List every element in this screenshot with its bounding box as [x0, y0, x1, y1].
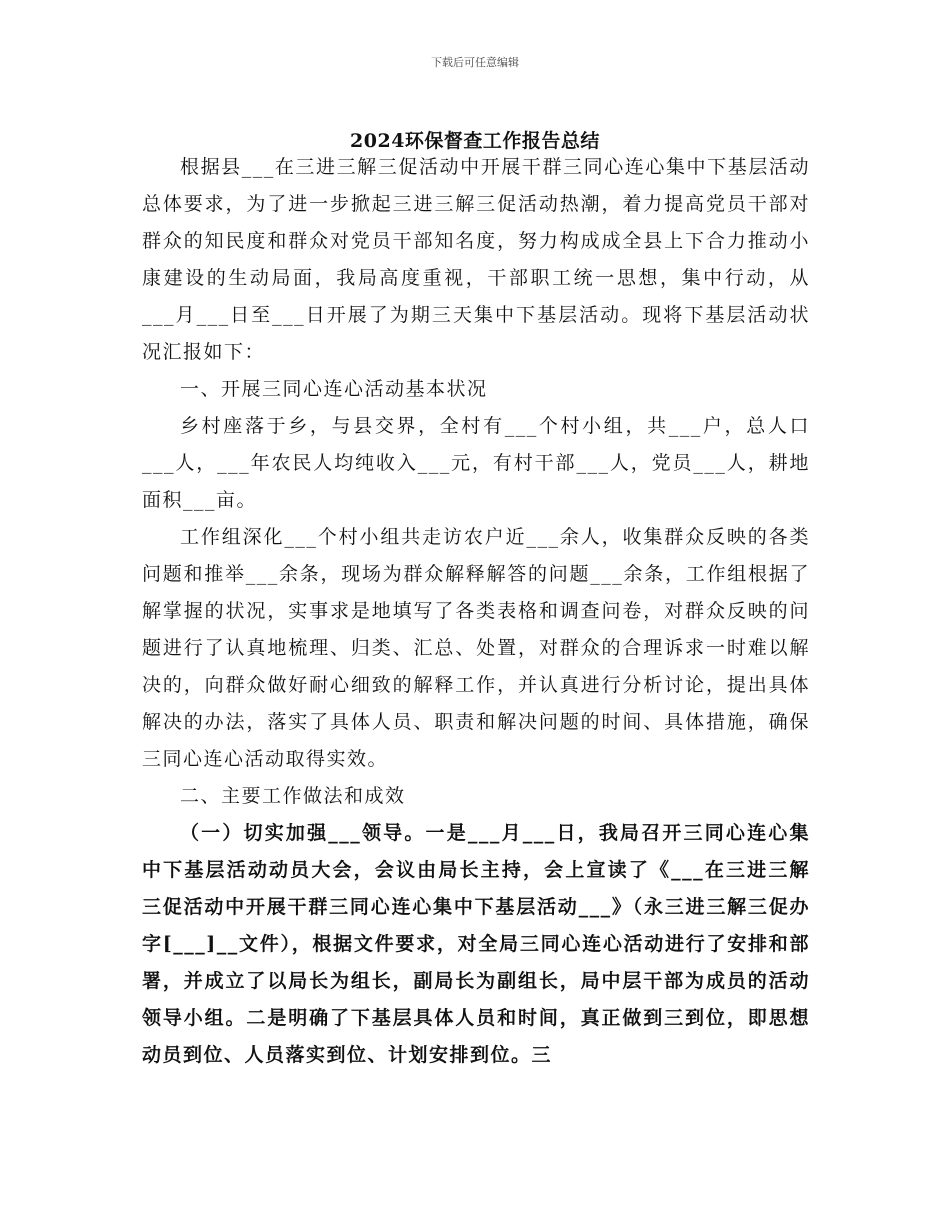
header-note: 下载后可任意编辑 [431, 56, 519, 69]
section-heading-2: 二、主要工作做法和成效 [180, 785, 406, 807]
section-heading-1: 一、开展三同心连心活动基本状况 [180, 378, 488, 400]
document-body [142, 149, 810, 1074]
work-group-paragraph: 工作组深化___个村小组共走访农户近___余人，收集群众反映的各类问题和推举___余条，现场为群众解释解答的问题___余条，工作组根据了解掌握的状况，实事求是地填写了各类表格和调查问卷，对群众反映的问题进行了认真地梳理、归类、汇总、处置，对群众的合理诉求一时难以解决的，向群众做好耐心细致的解释工作，并认真进行分析讨论，提出具体解决的办法，落实了具体人员、职责和解决问题的时间、具体措施，确保三同心连心活动取得实效。 [142, 526, 810, 770]
leadership-paragraph: （一）切实加强___领导。一是___月___日，我局召开三同心连心集中下基层活动动员大会，会议由局长主持，会上宣读了《___在三进三解三促活动中开展干群三同心连心集中下基层活动___》（永三进三解三促办字[___]__文件），根据文件要求，对全局三同心连心活动进行了安排和部署，并成立了以局长为组长，副局长为副组长，局中层干部为成员的活动领导小组。二是明确了下基层具体人员和时间，真正做到三到位，即思想动员到位、人员落实到位、计划安排到位。三 [142, 822, 810, 1066]
document-title: 2024环保督查工作报告总结 [350, 130, 600, 152]
village-info-paragraph: 乡村座落于乡，与县交界，全村有___个村小组，共___户，总人口___人，___年农民人均纯收入___元，有村干部___人，党员___人，耕地面积___亩。 [142, 415, 810, 511]
intro-paragraph: 根据县___在三进三解三促活动中开展干群三同心连心集中下基层活动总体要求，为了进一步掀起三进三解三促活动热潮，着力提高党员干部对群众的知民度和群众对党员干部知名度，努力构成成全县上下合力推动小康建设的生动局面，我局高度重视，干部职工统一思想，集中行动，从___月___日至___日开展了为期三天集中下基层活动。现将下基层活动状况汇报如下： [142, 156, 810, 363]
